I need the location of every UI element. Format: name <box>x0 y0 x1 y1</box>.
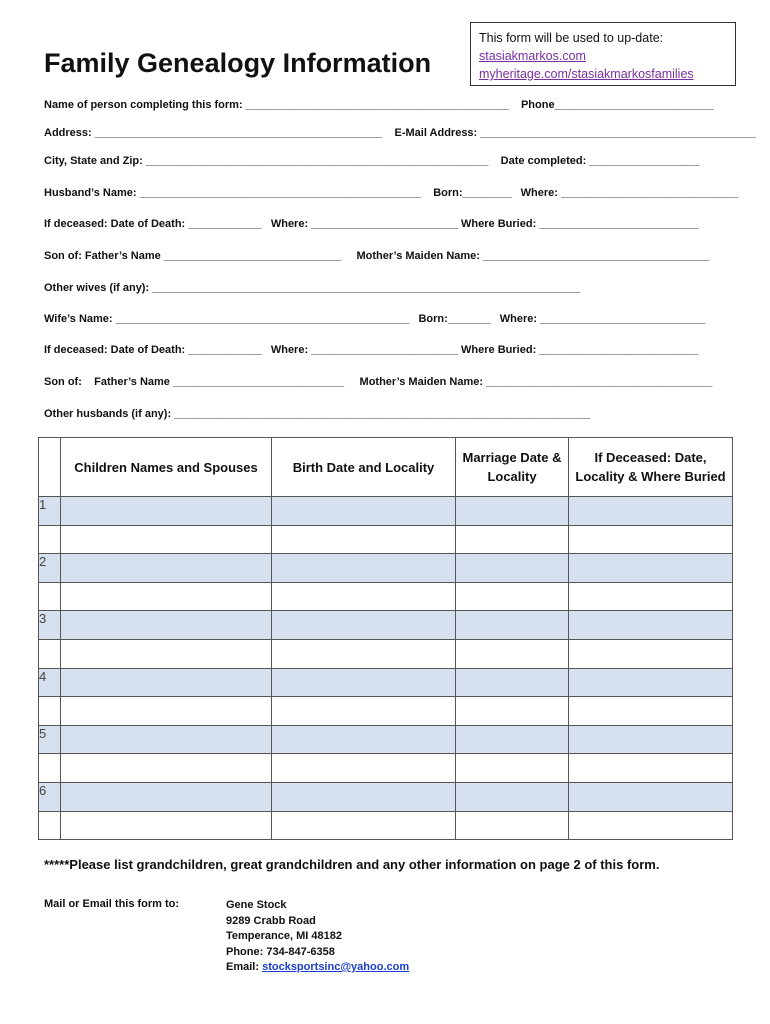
mailing-address <box>226 898 409 976</box>
header-deceased: If Deceased: Date, Locality & Where Buried <box>569 438 733 497</box>
table-cell[interactable] <box>272 525 456 554</box>
table-cell[interactable] <box>456 754 569 783</box>
table-row <box>39 611 733 640</box>
row-number: 5 <box>39 725 61 754</box>
table-cell[interactable] <box>61 582 272 611</box>
field-wife-parents[interactable]: Son of: Father’s Name ____________________________ Mother’s Maiden Name: _____________________________________ <box>44 376 713 388</box>
table-cell <box>39 811 61 840</box>
table-cell[interactable] <box>569 525 733 554</box>
table-cell[interactable] <box>61 611 272 640</box>
table-cell[interactable] <box>61 754 272 783</box>
contact-city: Temperance, MI 48182 <box>226 930 342 942</box>
table-cell[interactable] <box>456 811 569 840</box>
table-cell[interactable] <box>272 811 456 840</box>
contact-phone: Phone: 734-847-6358 <box>226 945 335 958</box>
table-row <box>39 668 733 697</box>
table-cell[interactable] <box>61 497 272 526</box>
table-cell[interactable] <box>569 611 733 640</box>
row-number: 4 <box>39 668 61 697</box>
table-cell[interactable] <box>569 554 733 583</box>
table-row <box>39 725 733 754</box>
table-cell[interactable] <box>61 525 272 554</box>
header-children-names: Children Names and Spouses <box>61 438 272 497</box>
row-number: 3 <box>39 611 61 640</box>
link-stasiakmarkos[interactable]: stasiakmarkos.com <box>479 49 586 63</box>
table-cell[interactable] <box>272 782 456 811</box>
table-cell[interactable] <box>456 582 569 611</box>
table-cell <box>39 582 61 611</box>
table-cell[interactable] <box>456 725 569 754</box>
table-header-row <box>39 438 733 497</box>
field-city-date[interactable]: City, State and Zip: ________________________________________________________ Date completed: __________________ <box>44 155 700 167</box>
table-cell[interactable] <box>456 611 569 640</box>
table-cell[interactable] <box>456 697 569 726</box>
table-cell <box>39 525 61 554</box>
table-row <box>39 639 733 668</box>
table-cell[interactable] <box>569 497 733 526</box>
field-wife-death[interactable]: If deceased: Date of Death: ____________ Where: ________________________ Where Buried: __________________________ <box>44 344 699 356</box>
table-cell[interactable] <box>569 782 733 811</box>
table-row <box>39 754 733 783</box>
field-other-husbands[interactable]: Other husbands (if any): ____________________________________________________________________ <box>44 408 591 420</box>
table-cell <box>39 754 61 783</box>
mail-label: Mail or Email this form to: <box>44 898 180 910</box>
table-cell[interactable] <box>272 582 456 611</box>
field-husband-death[interactable]: If deceased: Date of Death: ____________ Where: ________________________ Where Buried: __________________________ <box>44 218 699 230</box>
field-name-phone[interactable]: Name of person completing this form: ___________________________________________ Phone__________________________ <box>44 99 714 111</box>
table-cell[interactable] <box>456 525 569 554</box>
table-cell[interactable] <box>61 725 272 754</box>
link-myheritage[interactable]: myheritage.com/stasiakmarkosfamilies <box>479 67 694 81</box>
table-cell[interactable] <box>61 697 272 726</box>
table-cell[interactable] <box>272 611 456 640</box>
table-cell[interactable] <box>569 811 733 840</box>
table-row <box>39 782 733 811</box>
header-number <box>39 438 61 497</box>
table-cell[interactable] <box>456 782 569 811</box>
form-title: Family Genealogy Information <box>44 48 432 78</box>
table-row <box>39 811 733 840</box>
table-row <box>39 582 733 611</box>
field-address-email[interactable]: Address: _______________________________________________ E-Mail Address: _____________________________________________ <box>44 127 756 139</box>
table-cell <box>39 697 61 726</box>
table-cell[interactable] <box>272 639 456 668</box>
table-cell[interactable] <box>61 639 272 668</box>
table-cell[interactable] <box>61 668 272 697</box>
table-cell[interactable] <box>61 782 272 811</box>
field-husband-name[interactable]: Husband’s Name: ______________________________________________ Born:________ Where: _____________________________ <box>44 187 739 199</box>
table-cell[interactable] <box>456 497 569 526</box>
contact-email-line <box>226 960 409 976</box>
table-cell[interactable] <box>569 668 733 697</box>
row-number: 6 <box>39 782 61 811</box>
field-other-wives[interactable]: Other wives (if any): ______________________________________________________________________ <box>44 282 581 294</box>
email-label: Email: <box>226 961 263 973</box>
table-cell[interactable] <box>569 582 733 611</box>
table-cell[interactable] <box>569 697 733 726</box>
table-cell[interactable] <box>272 697 456 726</box>
table-row <box>39 697 733 726</box>
contact-name: Gene Stock <box>226 899 287 911</box>
notice-text: This form will be used to up-date: <box>479 31 664 45</box>
table-cell[interactable] <box>272 668 456 697</box>
table-cell[interactable] <box>569 639 733 668</box>
update-notice-box <box>470 22 736 86</box>
table-cell <box>39 639 61 668</box>
header-birth: Birth Date and Locality <box>272 438 456 497</box>
children-table <box>38 437 733 840</box>
table-cell[interactable] <box>569 754 733 783</box>
table-row <box>39 525 733 554</box>
contact-street: 9289 Crabb Road <box>226 914 316 927</box>
email-link[interactable]: stocksportsinc@yahoo.com <box>262 961 410 973</box>
table-cell[interactable] <box>456 554 569 583</box>
table-cell[interactable] <box>61 811 272 840</box>
field-wife-name[interactable]: Wife’s Name: ________________________________________________ Born:_______ Where: ___________________________ <box>44 313 706 325</box>
table-cell[interactable] <box>456 668 569 697</box>
table-cell[interactable] <box>272 497 456 526</box>
table-cell[interactable] <box>61 554 272 583</box>
table-row <box>39 554 733 583</box>
table-cell[interactable] <box>272 554 456 583</box>
table-row <box>39 497 733 526</box>
table-cell[interactable] <box>272 725 456 754</box>
table-cell[interactable] <box>456 639 569 668</box>
page2-note: *****Please list grandchildren, great grandchildren and any other information on page 2 of this form. <box>44 857 660 872</box>
field-husband-parents[interactable]: Son of: Father’s Name _____________________________ Mother’s Maiden Name: _____________________________________ <box>44 250 710 262</box>
header-marriage: Marriage Date & Locality <box>456 438 569 497</box>
row-number: 1 <box>39 497 61 526</box>
table-cell[interactable] <box>272 754 456 783</box>
table-cell[interactable] <box>569 725 733 754</box>
row-number: 2 <box>39 554 61 583</box>
